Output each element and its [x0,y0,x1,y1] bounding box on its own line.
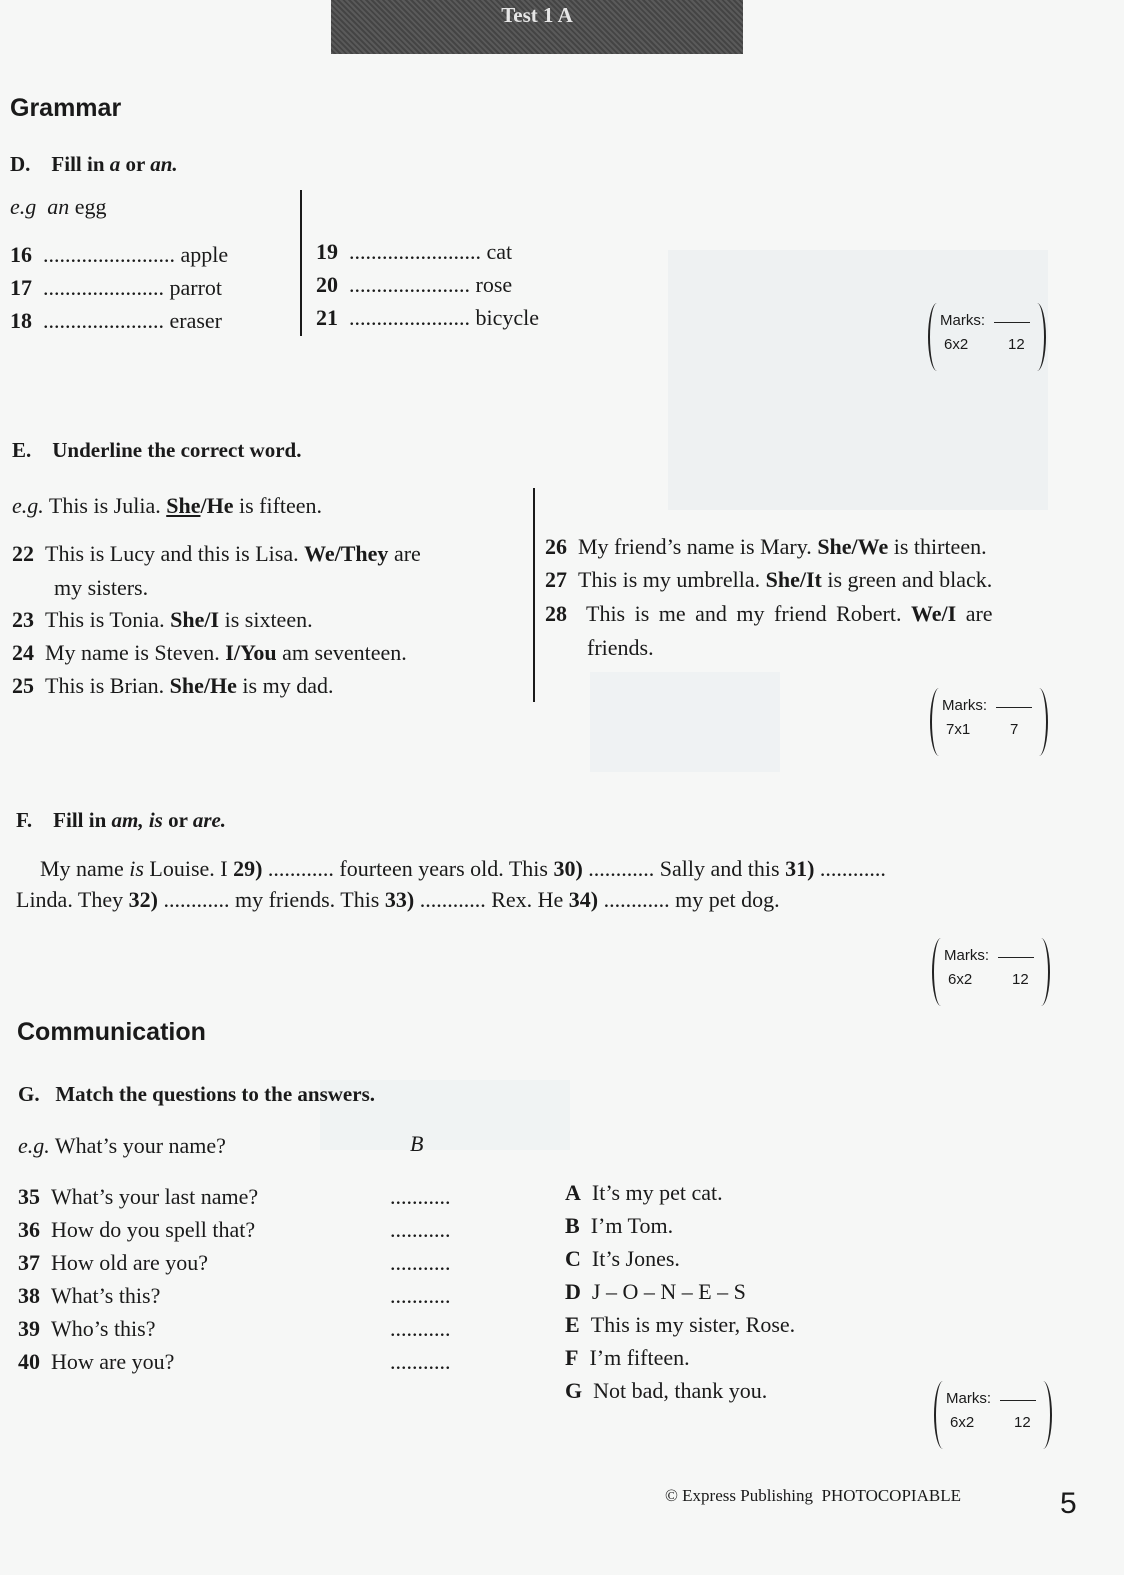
marks-total: 12 [1008,336,1025,353]
answer-blank[interactable]: ...................... [349,272,470,297]
item-number: 24 [12,640,34,665]
question-text: Who’s this? [51,1316,156,1341]
text-fragment: my friends. This [234,887,385,912]
item-19 [316,239,512,265]
answer-blank-35[interactable]: ........... [390,1184,451,1209]
answer-blank-36[interactable]: ........... [390,1217,451,1242]
item-rest: are [393,541,421,566]
answer-blank[interactable]: ...................... [349,305,470,330]
question-text: How old are you? [51,1250,209,1275]
question-text: How are you? [51,1349,175,1374]
question-39 [18,1316,156,1342]
item-28-continued: friends. [587,635,654,660]
word-options[interactable]: She/We [817,534,889,559]
marks-total: 12 [1012,971,1029,988]
text-fragment: Linda. They [16,887,129,912]
item-number: 23 [12,607,34,632]
item-number: 19 [316,239,338,264]
section-g-example [18,1133,226,1159]
item-word: apple [180,242,229,267]
example-rest: is fifteen. [238,493,323,518]
question-35 [18,1184,258,1210]
answer-blank[interactable]: ............ [157,887,235,912]
item-rest: am seventeen. [282,640,407,665]
marks-label: Marks: [940,312,985,329]
section-e-example [12,493,322,519]
section-d-text-pre: Fill in [51,152,110,176]
score-line[interactable] [998,957,1034,958]
item-27 [545,567,992,593]
item-sentence: This is Lucy and this is Lisa. [45,541,299,566]
section-g-letter: G. [18,1082,40,1106]
question-40 [18,1349,174,1375]
item-16 [10,242,228,268]
score-line[interactable] [994,322,1030,323]
item-number: 28 [545,601,567,626]
question-38 [18,1283,160,1309]
answer-letter: C [565,1246,581,1271]
item-word: eraser [169,308,223,333]
score-line[interactable] [996,707,1032,708]
answer-f [565,1345,690,1371]
answer-text: I’m Tom. [590,1213,674,1238]
marks-box-d [928,303,1046,371]
marks-label: Marks: [942,697,987,714]
show-through-box [590,672,780,772]
gap-number-30: 30) [553,856,583,881]
item-number: 25 [12,673,34,698]
item-22-continued: my sisters. [54,575,149,600]
copyright: © Express Publishing [665,1486,813,1505]
item-number: 20 [316,272,338,297]
gap-number-29: 29) [233,856,263,881]
item-25 [12,673,333,699]
test-title-banner [331,0,743,54]
question-text: What’s your last name? [51,1184,259,1209]
marks-formula: 7x1 [946,721,971,738]
example-sentence: This is Julia. [48,493,161,518]
marks-label: Marks: [944,947,989,964]
item-word: rose [475,272,513,297]
question-text: What’s this? [51,1283,161,1308]
example-label: e.g. [12,493,44,518]
section-f-letter: F. [16,808,33,832]
marks-box-g [934,1381,1052,1449]
marks-formula: 6x2 [948,971,973,988]
item-number: 16 [10,242,32,267]
test-title: Test 1 A [501,3,573,27]
item-number: 27 [545,567,567,592]
marks-total: 12 [1014,1414,1031,1431]
item-number: 17 [10,275,32,300]
footer-credit [665,1486,961,1506]
answer-text: I’m fifteen. [589,1345,690,1370]
item-number: 36 [18,1217,40,1242]
section-e-letter: E. [12,438,32,462]
answer-blank-38[interactable]: ........... [390,1283,451,1308]
right-bracket [1028,303,1046,371]
item-rest: are [965,601,993,626]
section-f-options: am, is [111,808,163,832]
show-through-image-box [668,250,1048,510]
answer-letter: D [565,1279,581,1304]
answer-blank[interactable]: ............ [598,887,676,912]
answer-text: Not bad, thank you. [593,1378,768,1403]
example-underlined-word: She [166,493,201,518]
answer-text: This is my sister, Rose. [590,1312,796,1337]
question-text: How do you spell that? [51,1217,256,1242]
item-number: 22 [12,541,34,566]
example-label: e.g [10,194,37,219]
answer-letter: G [565,1378,583,1403]
section-d-option-an: an. [150,152,178,176]
answer-blank[interactable]: ........................ [349,239,481,264]
item-rest: is green and black. [827,567,993,592]
answer-a [565,1180,723,1206]
marks-total: 7 [1010,721,1019,738]
score-line[interactable] [1000,1400,1036,1401]
example-answer-letter: B [410,1131,424,1156]
item-word: parrot [169,275,223,300]
item-number: 38 [18,1283,40,1308]
marks-box-f [932,938,1050,1006]
text-fragment: Rex. He [491,887,569,912]
answer-d [565,1279,746,1305]
section-f-mid: or [162,808,193,832]
section-f-line-1 [40,856,886,882]
example-other-word: /He [200,493,234,518]
text-fragment: my pet dog. [675,887,780,912]
word-options[interactable]: We/I [910,601,957,626]
marks-label: Marks: [946,1390,991,1407]
answer-blank-37[interactable]: ........... [390,1250,451,1275]
word-options[interactable]: I/You [225,640,277,665]
gap-number-34: 34) [568,887,599,912]
item-sentence: My friend’s name is Mary. [578,534,812,559]
item-number: 18 [10,308,32,333]
text-fragment: fourteen years old. This [339,856,554,881]
example-question: What’s your name? [54,1133,226,1158]
item-rest: is sixteen. [224,607,313,632]
item-number: 21 [316,305,338,330]
item-rest: is my dad. [242,673,334,698]
answer-e [565,1312,795,1338]
answer-blank[interactable]: ........................ [43,242,175,267]
section-d-instruction [10,152,178,177]
answer-blank-40[interactable]: ........... [390,1349,451,1374]
text-fragment: Sally and this [659,856,786,881]
item-word: cat [486,239,513,264]
item-17 [10,275,222,301]
answer-letter: B [565,1213,580,1238]
word-options[interactable]: She/It [765,567,822,592]
item-sentence: This is my umbrella. [578,567,761,592]
section-e-text: Underline the correct word. [52,438,302,462]
item-18 [10,308,222,334]
right-bracket [1030,688,1048,756]
answer-letter: E [565,1312,580,1337]
answer-blank[interactable]: ...................... [43,308,164,333]
gap-number-32: 32) [128,887,158,912]
item-24 [12,640,407,666]
word-options[interactable]: She/He [169,673,237,698]
item-26 [545,534,987,560]
page-number: 5 [1060,1487,1077,1520]
column-divider-e [533,488,535,702]
item-sentence: This is Brian. [45,673,165,698]
answer-letter: A [565,1180,581,1205]
marks-formula: 6x2 [944,336,969,353]
question-37 [18,1250,208,1276]
item-22 [12,541,421,567]
column-divider [300,190,302,336]
answer-blank[interactable]: ............ [262,856,340,881]
answer-letter: F [565,1345,579,1370]
section-d-example [10,194,107,220]
section-g-instruction [18,1082,375,1107]
section-f-instruction [16,808,226,833]
photocopiable: PHOTOCOPIABLE [821,1486,961,1505]
right-bracket [1034,1381,1052,1449]
item-23 [12,607,313,633]
item-sentence: This is Tonia. [45,607,165,632]
section-f-line-2 [16,887,780,913]
item-number: 40 [18,1349,40,1374]
item-21 [316,305,539,331]
gap-number-33: 33) [384,887,415,912]
word-options[interactable]: She/I [170,607,220,632]
example-label: e.g. [18,1133,50,1158]
text-fragment: Louise. I [143,856,234,881]
answer-blank[interactable]: ............ [814,856,886,881]
example-is: is [129,856,144,881]
section-d-text-mid: or [120,152,151,176]
answer-text: It’s my pet cat. [591,1180,723,1205]
question-36 [18,1217,255,1243]
answer-g [565,1378,767,1404]
item-sentence: This is me and my friend Robert. [586,601,902,626]
section-e-instruction [12,438,301,463]
marks-box-e [930,688,1048,756]
section-f-option-are: are. [192,808,227,832]
answer-b [565,1213,673,1239]
section-f-text: Fill in [53,808,112,832]
item-28 [545,601,993,627]
answer-c [565,1246,680,1272]
section-d-option-a: a [109,152,121,176]
example-answer: an [47,194,70,219]
item-number: 39 [18,1316,40,1341]
answer-text: J – O – N – E – S [591,1279,746,1304]
example-word: egg [74,194,107,219]
answer-blank[interactable]: ............ [582,856,660,881]
answer-blank[interactable]: ...................... [43,275,164,300]
section-g-text: Match the questions to the answers. [55,1082,375,1106]
word-options[interactable]: We/They [304,541,389,566]
communication-heading: Communication [17,1018,206,1046]
item-20 [316,272,512,298]
answer-text: It’s Jones. [591,1246,680,1271]
item-number: 26 [545,534,567,559]
right-bracket [1032,938,1050,1006]
item-rest: is thirteen. [893,534,987,559]
grammar-heading: Grammar [10,94,122,122]
item-number: 37 [18,1250,40,1275]
item-word: bicycle [475,305,540,330]
answer-blank[interactable]: ............ [414,887,492,912]
section-d-letter: D. [10,152,31,176]
gap-number-31: 31) [785,856,815,881]
answer-blank-39[interactable]: ........... [390,1316,451,1341]
text-fragment: My name [40,856,130,881]
item-number: 35 [18,1184,40,1209]
item-sentence: My name is Steven. [45,640,220,665]
marks-formula: 6x2 [950,1414,975,1431]
